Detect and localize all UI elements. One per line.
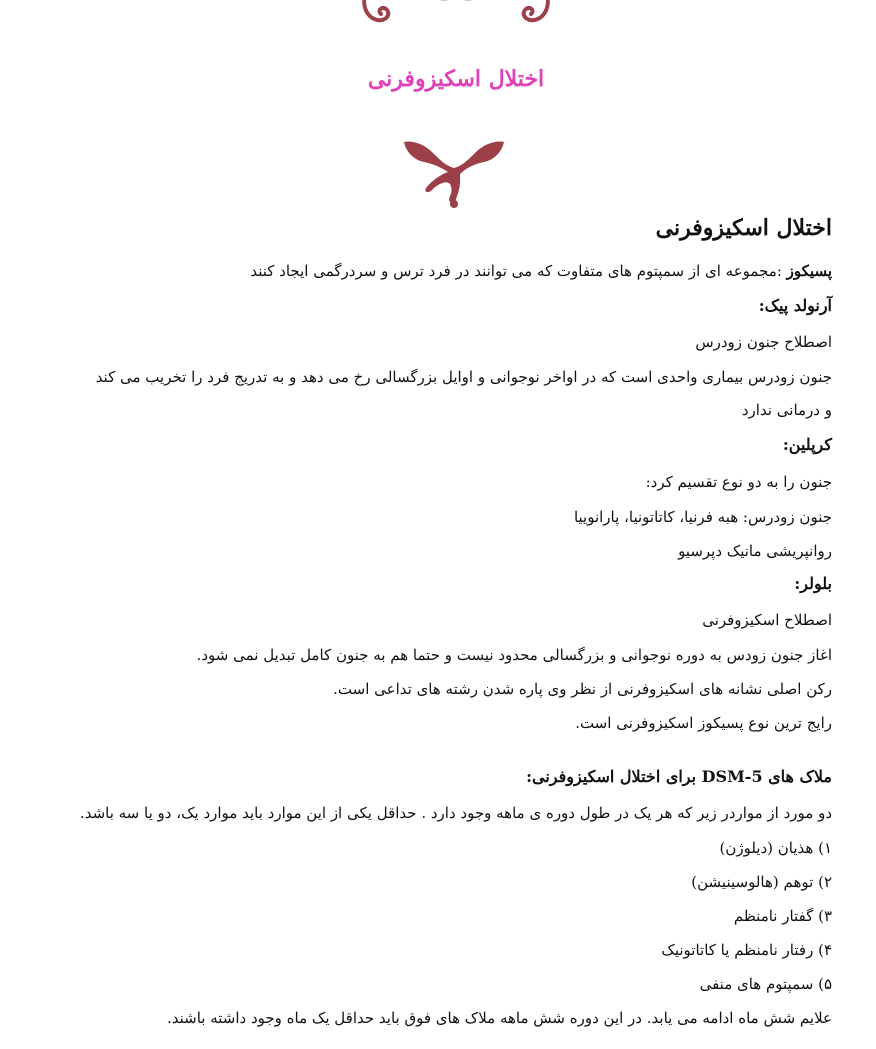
kraepelin-line-2: جنون زودرس: هبه فرنیا، کاتاتونیا، پارانوییا bbox=[573, 508, 832, 526]
bleuler-line-4: رایج ترین نوع پسیکوز اسکیزوفرنی است. bbox=[575, 714, 832, 732]
dsm-item-1: ۱) هذیان (دیلوژن) bbox=[719, 839, 832, 857]
kraepelin-line-3: روانپریشی مانیک دپرسیو bbox=[678, 542, 832, 560]
dsm-item-2: ۲) توهم (هالوسینیشن) bbox=[691, 873, 832, 891]
kraepelin-line-1: جنون را به دو نوع تقسیم کرد: bbox=[645, 473, 832, 491]
closing-paragraph: علایم شش ماه ادامه می یابد. در این دوره شش ماهه ملاک های فوق باید حداقل یک ماه وجود داشته باشند. bbox=[166, 1009, 832, 1027]
dsm-item-4: ۴) رفتار نامنظم یا کاتاتونیک bbox=[661, 941, 832, 959]
arnold-line-2: جنون زودرس بیماری واحدی است که در اواخر نوجوانی و اوایل بزرگسالی رخ می دهد و به تدریج فرد را تخریب می کند و درمانی ندارد bbox=[95, 368, 832, 419]
fleur-ornament bbox=[402, 138, 506, 208]
flourish-ornament bbox=[356, 0, 556, 24]
psychosis-definition bbox=[88, 261, 832, 281]
bleuler-heading: بلولر: bbox=[794, 574, 832, 593]
bleuler-line-2: اغاز جنون زودس به دوره نوجوانی و بزرگسالی محدود نیست و حتما هم به جنون کامل تبدیل نمی شود. bbox=[196, 646, 832, 664]
dsm-intro: دو مورد از مواردر زیر که هر یک در طول دوره ی ماهه وجود دارد . حداقل یکی از این موارد باید موارد یک، دو یا سه باشد. bbox=[79, 804, 832, 822]
dsm-heading: ملاک های DSM-5 برای اختلال اسکیزوفرنی: bbox=[526, 767, 832, 786]
section-heading: اختلال اسکیزوفرنی bbox=[655, 215, 832, 241]
arnold-line-1: اصطلاح جنون زودرس bbox=[695, 333, 832, 351]
page-title: اختلال اسکیزوفرنی bbox=[367, 66, 545, 92]
psychosis-text: :مجموعه ای از سمپتوم های متفاوت که می توانند در فرد ترس و سردرگمی ایجاد کنند bbox=[250, 262, 787, 280]
dsm-item-3: ۳) گفتار نامنظم bbox=[733, 907, 832, 925]
kraepelin-heading: کرپلین: bbox=[782, 435, 832, 454]
arnold-heading: آرنولد پیک: bbox=[758, 296, 832, 315]
bleuler-line-3: رکن اصلی نشانه های اسکیزوفرنی از نظر وی پاره شدن رشته های تداعی است. bbox=[333, 680, 832, 698]
psychosis-term: پسیکوز bbox=[786, 262, 832, 280]
bleuler-line-1: اصطلاح اسکیزوفرنی bbox=[702, 611, 832, 629]
dsm-item-5: ۵) سمپتوم های منفی bbox=[699, 975, 832, 993]
